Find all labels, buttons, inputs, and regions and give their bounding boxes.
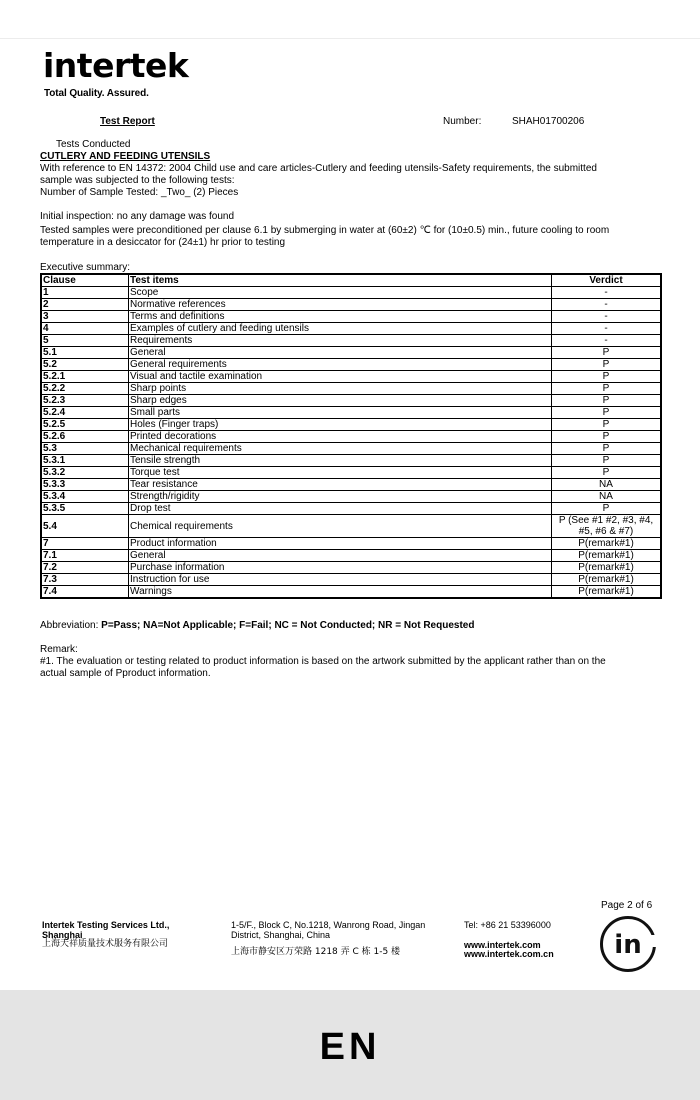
test-item-cell: Printed decorations bbox=[129, 431, 552, 443]
precondition-line-2: temperature in a desiccator for (24±1) hr prior to testing bbox=[40, 237, 286, 248]
verdict-cell: - bbox=[552, 335, 662, 347]
table-row bbox=[41, 574, 661, 586]
test-item-cell: Requirements bbox=[129, 335, 552, 347]
initial-inspection: Initial inspection: no any damage was found bbox=[40, 211, 235, 222]
table-row bbox=[41, 395, 661, 407]
table-row bbox=[41, 419, 661, 431]
clause-cell: 7.4 bbox=[41, 586, 129, 599]
footer-company bbox=[42, 921, 169, 950]
table-row bbox=[41, 455, 661, 467]
table-row bbox=[41, 515, 661, 538]
test-item-cell: Purchase information bbox=[129, 562, 552, 574]
test-item-cell: Tensile strength bbox=[129, 455, 552, 467]
website-cn[interactable]: www.intertek.com.cn bbox=[464, 949, 554, 959]
clause-cell: 5.2.1 bbox=[41, 371, 129, 383]
verdict-cell: P(remark#1) bbox=[552, 562, 662, 574]
report-title: Test Report bbox=[100, 116, 155, 127]
test-item-cell: General bbox=[129, 550, 552, 562]
test-item-cell: Sharp edges bbox=[129, 395, 552, 407]
address-line-1: 1-5/F., Block C, No.1218, Wanrong Road, Jingan bbox=[231, 920, 426, 930]
clause-cell: 7.1 bbox=[41, 550, 129, 562]
clause-cell: 5.3.3 bbox=[41, 479, 129, 491]
verdict-cell: P bbox=[552, 395, 662, 407]
section-title: CUTLERY AND FEEDING UTENSILS bbox=[40, 151, 211, 162]
table-row bbox=[41, 299, 661, 311]
table-row bbox=[41, 491, 661, 503]
verdict-cell: P bbox=[552, 347, 662, 359]
table-row bbox=[41, 550, 661, 562]
clause-cell: 1 bbox=[41, 287, 129, 299]
clause-cell: 2 bbox=[41, 299, 129, 311]
language-label: EN bbox=[319, 1026, 381, 1068]
clause-cell: 5.2.4 bbox=[41, 407, 129, 419]
verdict-cell: P(remark#1) bbox=[552, 586, 662, 599]
remark-label: Remark: bbox=[40, 644, 78, 655]
table-row bbox=[41, 443, 661, 455]
report-number: SHAH01700206 bbox=[512, 116, 585, 127]
verdict-cell: P bbox=[552, 503, 662, 515]
clause-cell: 5.2.2 bbox=[41, 383, 129, 395]
tests-conducted-label: Tests Conducted bbox=[56, 139, 131, 150]
reference-line-2: sample was subjected to the following tests: bbox=[40, 175, 235, 186]
verdict-cell: P(remark#1) bbox=[552, 550, 662, 562]
table-row bbox=[41, 562, 661, 574]
verdict-cell: - bbox=[552, 287, 662, 299]
test-item-cell: Normative references bbox=[129, 299, 552, 311]
verdict-cell: NA bbox=[552, 479, 662, 491]
test-item-cell: Small parts bbox=[129, 407, 552, 419]
table-row bbox=[41, 335, 661, 347]
test-item-cell: Sharp points bbox=[129, 383, 552, 395]
verdict-cell: P bbox=[552, 467, 662, 479]
clause-cell: 5.2.6 bbox=[41, 431, 129, 443]
verdict-cell: P bbox=[552, 407, 662, 419]
company-name-chinese: 上海天祥质量技术服务有限公司 bbox=[42, 939, 169, 949]
verdict-cell: - bbox=[552, 311, 662, 323]
clause-cell: 7 bbox=[41, 538, 129, 550]
table-row bbox=[41, 347, 661, 359]
test-item-cell: Tear resistance bbox=[129, 479, 552, 491]
verdict-cell: P(remark#1) bbox=[552, 538, 662, 550]
test-item-cell: Strength/rigidity bbox=[129, 491, 552, 503]
website-com[interactable]: www.intertek.com bbox=[464, 939, 541, 950]
clause-cell: 7.2 bbox=[41, 562, 129, 574]
executive-summary-label: Executive summary: bbox=[40, 262, 131, 273]
clause-cell: 5.3.1 bbox=[41, 455, 129, 467]
clause-cell: 3 bbox=[41, 311, 129, 323]
header-verdict: Verdict bbox=[552, 274, 662, 287]
table-row bbox=[41, 359, 661, 371]
header-test-items: Test items bbox=[129, 274, 552, 287]
telephone: Tel: +86 21 53396000 bbox=[464, 920, 551, 930]
verdict-cell: P(remark#1) bbox=[552, 574, 662, 586]
test-item-cell: Visual and tactile examination bbox=[129, 371, 552, 383]
page-number: Page 2 of 6 bbox=[601, 900, 653, 911]
company-name-line-1: Intertek Testing Services Ltd., bbox=[42, 920, 170, 930]
clause-cell: 5.3 bbox=[41, 443, 129, 455]
verdict-cell: P (See #1 #2, #3, #4, #5, #6 & #7) bbox=[552, 515, 662, 538]
clause-cell: 5.3.5 bbox=[41, 503, 129, 515]
footer-contact bbox=[464, 921, 554, 960]
abbreviation-text: P=Pass; NA=Not Applicable; F=Fail; NC = Not Conducted; NR = Not Requested bbox=[101, 620, 475, 631]
test-item-cell: Terms and definitions bbox=[129, 311, 552, 323]
clause-cell: 5.1 bbox=[41, 347, 129, 359]
intertek-badge-icon bbox=[599, 915, 657, 973]
verdict-cell: P bbox=[552, 371, 662, 383]
abbreviation-prefix: Abbreviation: bbox=[40, 620, 102, 631]
report-number-label: Number: bbox=[443, 116, 482, 127]
verdict-cell: - bbox=[552, 323, 662, 335]
table-row bbox=[41, 538, 661, 550]
test-item-cell: Mechanical requirements bbox=[129, 443, 552, 455]
remark-line-1: #1. The evaluation or testing related to product information is based on the artwork submitted by the applicant rather than on the bbox=[40, 656, 606, 667]
test-item-cell: General requirements bbox=[129, 359, 552, 371]
test-item-cell: Scope bbox=[129, 287, 552, 299]
table-row bbox=[41, 311, 661, 323]
test-item-cell: Chemical requirements bbox=[129, 515, 552, 538]
table-body bbox=[41, 287, 661, 599]
footer-address bbox=[231, 921, 425, 958]
verdict-cell: - bbox=[552, 299, 662, 311]
company-name-line-2: Shanghai bbox=[42, 929, 83, 940]
top-divider bbox=[0, 38, 700, 39]
table-row bbox=[41, 287, 661, 299]
abbreviation-line bbox=[40, 620, 474, 632]
table-row bbox=[41, 371, 661, 383]
intertek-logo: intertek bbox=[43, 46, 189, 85]
precondition-line-1: Tested samples were preconditioned per clause 6.1 by submerging in water at (60±2) ℃ for (10±0.5) min., future cooling to room bbox=[40, 225, 610, 236]
table-row bbox=[41, 503, 661, 515]
remark-line-2: actual sample of Pproduct information. bbox=[40, 668, 211, 679]
clause-cell: 5.2.3 bbox=[41, 395, 129, 407]
reference-line-1: With reference to EN 14372: 2004 Child use and care articles-Cutlery and feeding utensils-Safety requirements, the submitted bbox=[40, 163, 597, 174]
verdict-cell: P bbox=[552, 455, 662, 467]
table-row bbox=[41, 407, 661, 419]
test-item-cell: General bbox=[129, 347, 552, 359]
verdict-cell: NA bbox=[552, 491, 662, 503]
verdict-cell: P bbox=[552, 359, 662, 371]
test-item-cell: Drop test bbox=[129, 503, 552, 515]
verdict-cell: P bbox=[552, 431, 662, 443]
table-row bbox=[41, 586, 661, 599]
clause-cell: 5.2.5 bbox=[41, 419, 129, 431]
clause-cell: 4 bbox=[41, 323, 129, 335]
logo-tagline: Total Quality. Assured. bbox=[44, 88, 149, 99]
clause-cell: 5.4 bbox=[41, 515, 129, 538]
sample-count: Number of Sample Tested: _Two_ (2) Pieces bbox=[40, 187, 239, 198]
table-row bbox=[41, 431, 661, 443]
verdict-cell: P bbox=[552, 383, 662, 395]
test-item-cell: Warnings bbox=[129, 586, 552, 599]
address-line-2: District, Shanghai, China bbox=[231, 929, 331, 940]
clause-cell: 5.3.4 bbox=[41, 491, 129, 503]
table-row bbox=[41, 467, 661, 479]
badge-text: in bbox=[614, 930, 642, 960]
test-item-cell: Instruction for use bbox=[129, 574, 552, 586]
test-item-cell: Product information bbox=[129, 538, 552, 550]
test-item-cell: Holes (Finger traps) bbox=[129, 419, 552, 431]
clause-cell: 7.3 bbox=[41, 574, 129, 586]
verdict-cell: P bbox=[552, 419, 662, 431]
clause-cell: 5.2 bbox=[41, 359, 129, 371]
table-row bbox=[41, 383, 661, 395]
test-item-cell: Torque test bbox=[129, 467, 552, 479]
executive-summary-table bbox=[40, 273, 662, 599]
table-header-row bbox=[41, 274, 661, 287]
test-item-cell: Examples of cutlery and feeding utensils bbox=[129, 323, 552, 335]
clause-cell: 5.3.2 bbox=[41, 467, 129, 479]
verdict-cell: P bbox=[552, 443, 662, 455]
address-chinese: 上海市静安区万荣路 1218 弄 C 栋 1-5 楼 bbox=[231, 947, 401, 957]
clause-cell: 5 bbox=[41, 335, 129, 347]
table-row bbox=[41, 323, 661, 335]
table-row bbox=[41, 479, 661, 491]
header-clause: Clause bbox=[41, 274, 129, 287]
